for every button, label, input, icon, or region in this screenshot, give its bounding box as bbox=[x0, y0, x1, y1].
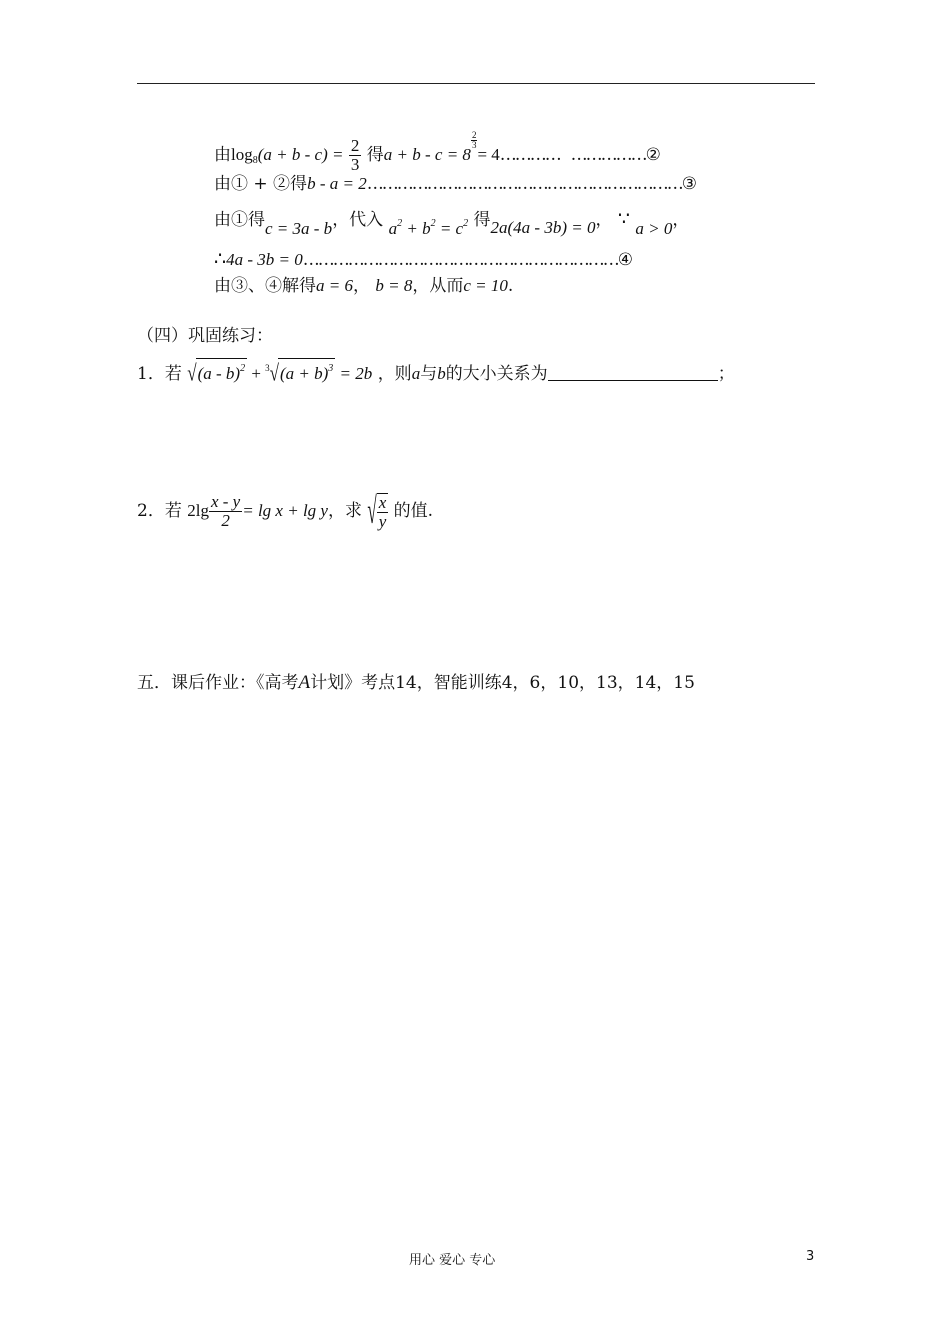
expr: a > 0 bbox=[635, 219, 673, 238]
leader-dots: ……………………………………………………… bbox=[302, 250, 618, 270]
text: ， bbox=[672, 210, 690, 230]
expr: 2lg bbox=[187, 501, 209, 520]
fraction bbox=[209, 493, 242, 530]
frac-num: 2 bbox=[350, 136, 360, 155]
result: = 4 bbox=[477, 145, 500, 164]
solution-line-2 bbox=[214, 173, 697, 195]
sup: 2 bbox=[430, 218, 436, 229]
var: A bbox=[298, 672, 311, 693]
question-number: 2．若 bbox=[137, 501, 182, 521]
text: 由③、④解得 bbox=[214, 276, 316, 296]
sup: 2 bbox=[240, 363, 246, 374]
cbrt-term: $^3√(a + b)^3$ bbox=[265, 364, 335, 383]
frac-den: 3 bbox=[350, 155, 360, 174]
text: 得 bbox=[366, 145, 384, 165]
text: . bbox=[507, 276, 514, 296]
sqrt-term: √(a - b)$^2$ bbox=[187, 364, 247, 383]
expr: b - a = 2 bbox=[307, 174, 367, 193]
sup: 3 bbox=[328, 363, 334, 374]
leader-dots: …………… bbox=[570, 145, 646, 165]
text: 计划》考点14，智能训练4，6，10，13，14，15 bbox=[310, 673, 695, 693]
expr: c = 3a - b bbox=[265, 219, 333, 238]
expr: = lg x + lg y bbox=[242, 501, 328, 520]
text: （四）巩固练习： bbox=[137, 326, 273, 346]
leader-dots: ………… bbox=[499, 145, 560, 165]
because-symbol: ∵ bbox=[617, 208, 630, 230]
fraction bbox=[349, 137, 362, 174]
frac-num: x bbox=[378, 493, 387, 513]
frac-den: y bbox=[378, 512, 387, 532]
expr: a + b - c = 8 bbox=[383, 145, 471, 164]
equation-marker: ② bbox=[645, 145, 661, 165]
text: 的值. bbox=[393, 501, 434, 521]
footer-slogan: 用心 爱心 专心 bbox=[409, 1253, 496, 1268]
expr: b = 8 bbox=[375, 276, 413, 295]
frac-num: x - y bbox=[210, 492, 241, 511]
text: ； bbox=[717, 364, 735, 384]
solution-line-4 bbox=[214, 248, 633, 271]
text: 与 bbox=[420, 364, 438, 384]
text: ，则 bbox=[377, 364, 412, 384]
plus: + bbox=[247, 364, 266, 383]
var: a bbox=[411, 364, 421, 383]
exp-num: 2 bbox=[471, 130, 477, 140]
expr: 2a(4a - 3b) = 0 bbox=[490, 218, 596, 237]
var: b bbox=[437, 364, 446, 383]
text: 的大小关系为 bbox=[445, 364, 548, 384]
header-rule bbox=[137, 83, 815, 84]
text: ， bbox=[352, 276, 370, 296]
sqrt-fraction: √ $\frac{x}{y}$ bbox=[367, 490, 387, 532]
pythag-expr bbox=[389, 219, 469, 238]
root-index: 3 bbox=[265, 363, 270, 373]
page-number: 3 bbox=[806, 1249, 815, 1264]
question-2 bbox=[137, 490, 434, 532]
solution-line-5 bbox=[214, 275, 513, 297]
solution-line-1 bbox=[214, 130, 661, 174]
text: ，代入 bbox=[332, 210, 384, 230]
expr: = 2b bbox=[335, 364, 373, 383]
text: 由① + ②得 bbox=[214, 174, 308, 194]
text: 由 bbox=[214, 145, 231, 165]
text: 五．课后作业：《高考 bbox=[137, 673, 299, 693]
text: ，求 bbox=[327, 501, 362, 521]
solution-line-3 bbox=[214, 204, 690, 238]
expr: = c bbox=[435, 219, 464, 238]
expr: c = 10 bbox=[463, 276, 508, 295]
text: 由①得 bbox=[214, 210, 265, 230]
radicand: (a + b) bbox=[280, 364, 329, 383]
equation-marker: ④ bbox=[617, 250, 633, 270]
question-number: 1．若 bbox=[137, 364, 182, 384]
section-title bbox=[137, 325, 273, 347]
expr: a = 6 bbox=[316, 276, 353, 295]
log: log bbox=[231, 145, 253, 164]
expr: 4a - 3b = 0 bbox=[226, 250, 303, 269]
exp-den: 3 bbox=[471, 140, 477, 150]
radicand: (a - b) bbox=[197, 364, 241, 383]
expr: a bbox=[388, 219, 398, 238]
equation-marker: ③ bbox=[681, 174, 697, 194]
text: 得 bbox=[473, 210, 491, 230]
answer-blank[interactable] bbox=[548, 364, 718, 381]
leader-dots: ……………………………………………………… bbox=[366, 174, 682, 194]
sup: 2 bbox=[397, 218, 403, 229]
text: ， bbox=[595, 210, 613, 230]
therefore-symbol: ∴ bbox=[214, 248, 227, 270]
sup: 2 bbox=[463, 218, 469, 229]
text: ，从而 bbox=[412, 276, 464, 296]
frac-den: 2 bbox=[221, 511, 230, 530]
log-base: 8 bbox=[252, 155, 258, 166]
log-arg: (a + b - c) = bbox=[257, 145, 344, 164]
question-1 bbox=[137, 357, 735, 385]
homework-line bbox=[137, 672, 695, 694]
expr: + b bbox=[402, 219, 431, 238]
